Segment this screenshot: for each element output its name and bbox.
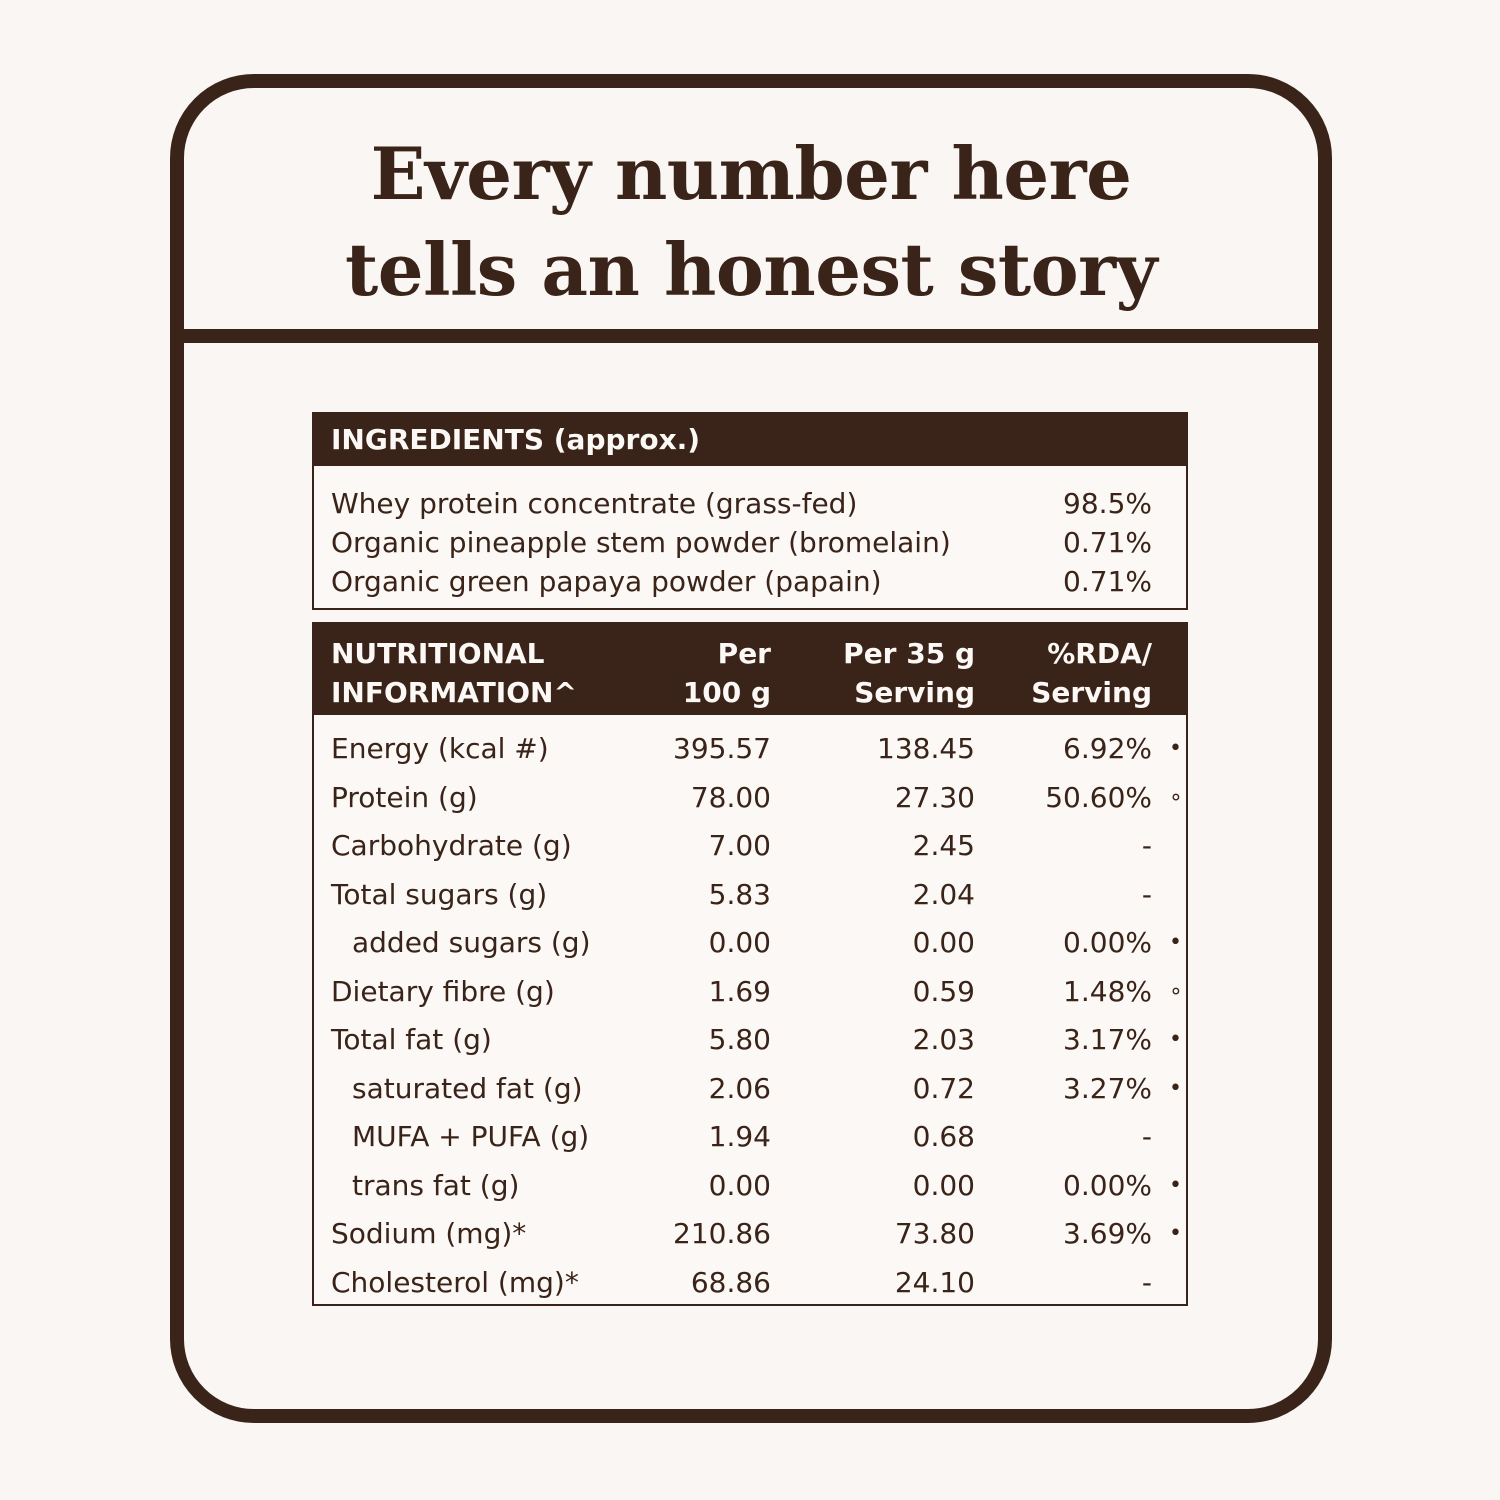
per-serving-value: 73.80 <box>894 1217 975 1250</box>
per-100g-value: 5.83 <box>708 877 771 911</box>
table-row <box>314 1016 1186 1064</box>
nutrient-label: Carbohydrate (g) <box>331 829 572 862</box>
table-row <box>314 1162 1186 1210</box>
headline-line-1: Every number here <box>370 131 1132 216</box>
ingredient-row <box>331 562 1152 601</box>
per-100g-value: 5.80 <box>708 1023 771 1056</box>
headline <box>184 126 1318 318</box>
nutrient-label: saturated fat (g) <box>352 1071 583 1105</box>
nutrition-header <box>314 624 1186 715</box>
per-serving-value: 138.45 <box>877 732 975 765</box>
rda-value: 0.00% <box>1063 926 1152 959</box>
nutrient-label: Sodium (mg)* <box>331 1217 527 1250</box>
ingredient-percent: 0.71% <box>1063 526 1152 559</box>
ingredient-percent: 0.71% <box>1063 565 1152 598</box>
per-100g-value: 1.69 <box>708 974 771 1008</box>
headline-line-2: tells an honest story <box>345 227 1157 312</box>
ingredient-row <box>331 523 1152 562</box>
per-100g-value: 2.06 <box>708 1071 771 1105</box>
header-label-line-2: INFORMATION^ <box>331 676 577 709</box>
footnote-marker: • <box>1169 930 1182 955</box>
rda-value: - <box>1141 829 1152 862</box>
per-serving-value: 0.72 <box>912 1071 975 1105</box>
per-serving-value: 0.68 <box>912 1120 975 1153</box>
per-100g-value: 7.00 <box>708 829 771 862</box>
nutrient-label: trans fat (g) <box>352 1168 520 1202</box>
per-serving-value: 2.03 <box>912 1023 975 1056</box>
footnote-marker: • <box>1169 736 1182 761</box>
rda-value: 3.69% <box>1063 1217 1152 1250</box>
nutrient-label: Energy (kcal #) <box>331 732 549 765</box>
rda-value: 3.27% <box>1063 1071 1152 1105</box>
header-per100-line-1: Per <box>717 637 771 670</box>
nutrient-label: Cholesterol (mg)* <box>331 1265 579 1299</box>
nutrition-panel <box>312 622 1188 1306</box>
nutrient-label: Protein (g) <box>331 780 478 814</box>
nutrient-label: Total fat (g) <box>331 1023 492 1056</box>
nutrient-label: Total sugars (g) <box>331 877 548 911</box>
footnote-marker: • <box>1169 1075 1182 1101</box>
ingredient-name: Whey protein concentrate (grass-fed) <box>331 487 858 520</box>
rda-value: - <box>1141 1265 1152 1299</box>
nutrient-label: MUFA + PUFA (g) <box>352 1120 590 1153</box>
header-per-35g-serving <box>843 634 975 712</box>
ingredient-row <box>331 484 1152 523</box>
table-row <box>314 1065 1186 1113</box>
header-nutritional-information <box>331 634 577 712</box>
header-per35-line-2: Serving <box>854 676 975 709</box>
headline-area <box>184 88 1318 343</box>
rda-value: - <box>1141 1120 1152 1153</box>
per-100g-value: 395.57 <box>673 732 771 765</box>
header-rda-line-1: %RDA/ <box>1047 637 1152 670</box>
ingredients-panel <box>312 412 1188 610</box>
table-row <box>314 919 1186 967</box>
table-row <box>314 822 1186 870</box>
nutrient-label: Dietary fibre (g) <box>331 974 555 1008</box>
rda-value: 0.00% <box>1063 1168 1152 1202</box>
ingredient-name: Organic pineapple stem powder (bromelain) <box>331 526 951 559</box>
per-serving-value: 24.10 <box>894 1265 975 1299</box>
table-row <box>314 968 1186 1016</box>
rda-value: 1.48% <box>1063 974 1152 1008</box>
table-row <box>314 774 1186 822</box>
header-per100-line-2: 100 g <box>682 676 771 709</box>
per-serving-value: 27.30 <box>894 780 975 814</box>
per-100g-value: 78.00 <box>690 780 771 814</box>
footnote-marker: ∘ <box>1169 978 1183 1004</box>
header-per35-line-1: Per 35 g <box>843 637 975 670</box>
footnote-marker: • <box>1169 1027 1182 1052</box>
header-rda-serving <box>1031 634 1152 712</box>
table-row <box>314 1259 1186 1307</box>
ingredients-title: INGREDIENTS (approx.) <box>314 414 1186 466</box>
per-serving-value: 0.59 <box>912 974 975 1008</box>
table-row <box>314 871 1186 919</box>
per-serving-value: 2.45 <box>912 829 975 862</box>
rda-value: - <box>1141 877 1152 911</box>
table-row <box>314 1210 1186 1258</box>
header-rda-line-2: Serving <box>1031 676 1152 709</box>
table-row <box>314 725 1186 773</box>
rda-value: 50.60% <box>1045 780 1152 814</box>
ingredient-percent: 98.5% <box>1063 487 1152 520</box>
per-serving-value: 0.00 <box>912 1168 975 1202</box>
nutrient-label: added sugars (g) <box>352 926 591 959</box>
per-serving-value: 2.04 <box>912 877 975 911</box>
header-per-100g <box>683 634 771 712</box>
footnote-marker: • <box>1169 1172 1182 1198</box>
per-100g-value: 1.94 <box>708 1120 771 1153</box>
header-label-line-1: NUTRITIONAL <box>331 637 545 670</box>
footnote-marker: • <box>1169 1221 1182 1246</box>
per-100g-value: 210.86 <box>673 1217 771 1250</box>
footnote-marker: ∘ <box>1169 784 1183 810</box>
rda-value: 3.17% <box>1063 1023 1152 1056</box>
per-100g-value: 0.00 <box>708 926 771 959</box>
per-100g-value: 68.86 <box>690 1265 771 1299</box>
per-serving-value: 0.00 <box>912 926 975 959</box>
per-100g-value: 0.00 <box>708 1168 771 1202</box>
rda-value: 6.92% <box>1063 732 1152 765</box>
ingredient-name: Organic green papaya powder (papain) <box>331 565 882 598</box>
table-row <box>314 1113 1186 1161</box>
